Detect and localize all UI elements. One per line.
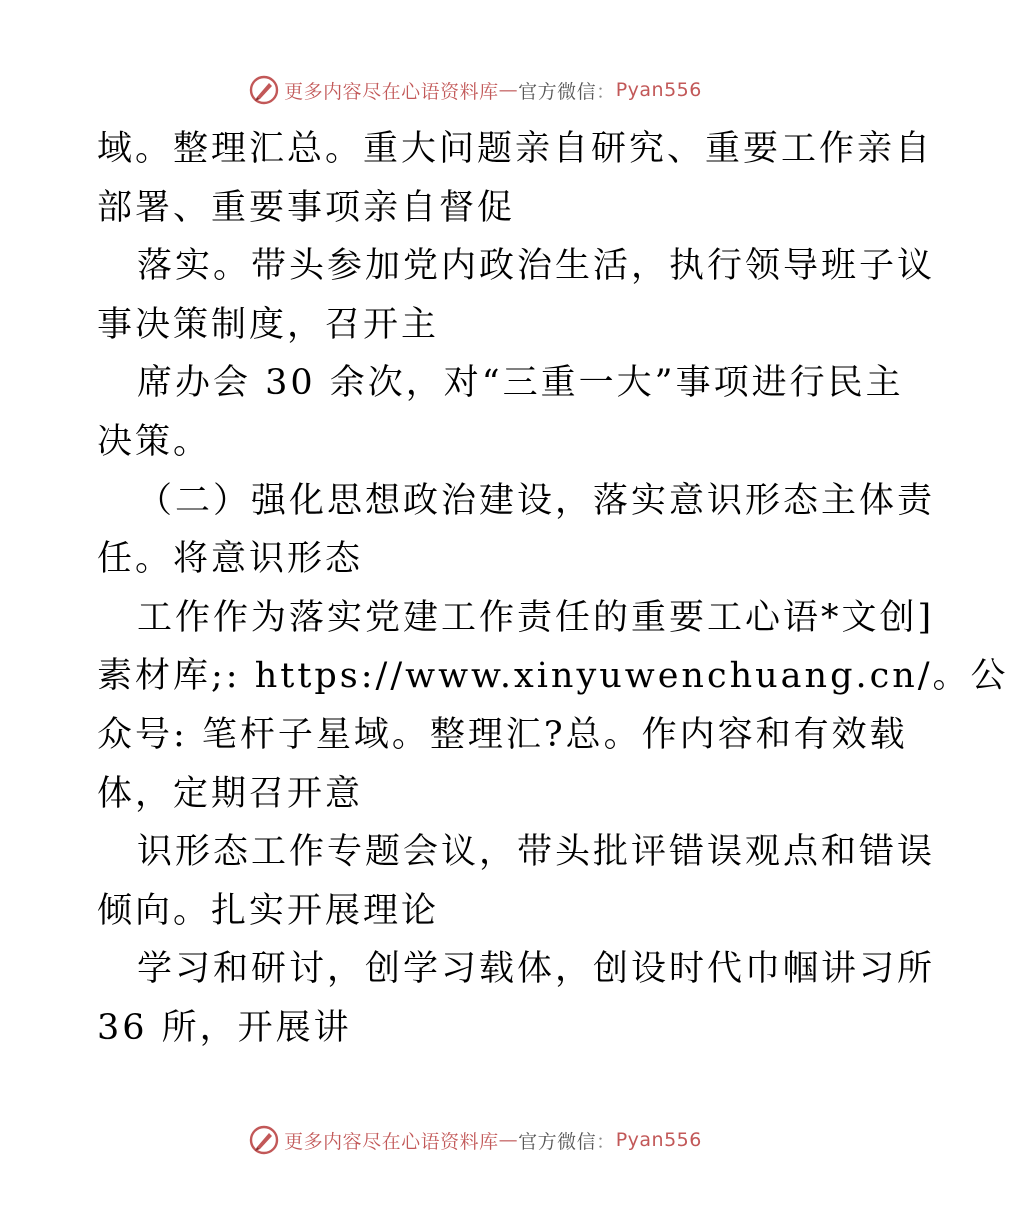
banner-label: 官方微信	[518, 1130, 597, 1153]
document-body	[97, 120, 1009, 1058]
banner-dash: —	[498, 79, 519, 101]
banner-separator: ：	[596, 1130, 616, 1153]
text-line: 体，定期召开意	[97, 773, 364, 814]
pen-logo-icon	[248, 74, 280, 106]
text-line: （二）强化思想政治建设，落实意识形态主体责	[137, 480, 936, 521]
text-line: 部署、重要事项亲自督促	[97, 187, 516, 228]
banner-brand: 更多内容尽在心语资料库	[284, 80, 499, 103]
banner-separator: ：	[596, 80, 616, 103]
text-line: 事决策制度，召开主	[97, 304, 440, 345]
text-line: 识形态工作专题会议，带头批评错误观点和错误	[137, 832, 936, 873]
text-line: 任。将意识形态	[97, 539, 364, 580]
text-line: 落实。带头参加党内政治生活，执行领导班子议	[137, 246, 936, 287]
text-line: 倾向。扎实开展理论	[97, 890, 440, 931]
banner-wechat-id: Pyan556	[615, 1129, 702, 1151]
text-line: 工作作为落实党建工作责任的重要工心语*文创]	[137, 597, 935, 638]
pen-logo-icon	[248, 1124, 280, 1156]
text-line: 学习和研讨，创学习载体，创设时代巾帼讲习所	[137, 949, 936, 990]
text-line: 36 所，开展讲	[97, 1007, 352, 1048]
header-banner	[0, 68, 950, 112]
text-line: 域。整理汇总。重大问题亲自研究、重要工作亲自	[97, 129, 934, 169]
text-line: 席办会 30 余次，对“三重一大”事项进行民主	[137, 363, 904, 404]
banner-dash: —	[498, 1129, 519, 1151]
text-line: 素材库;: https://www.xinyuwenchuang.cn/。公	[97, 656, 1009, 697]
text-line: 众号: 笔杆子星域。整理汇?总。作内容和有效载	[97, 714, 908, 755]
banner-label: 官方微信	[518, 80, 597, 103]
banner-wechat-id: Pyan556	[615, 79, 702, 101]
text-line: 决策。	[97, 421, 212, 462]
footer-banner	[0, 1118, 950, 1162]
banner-brand: 更多内容尽在心语资料库	[284, 1130, 499, 1153]
